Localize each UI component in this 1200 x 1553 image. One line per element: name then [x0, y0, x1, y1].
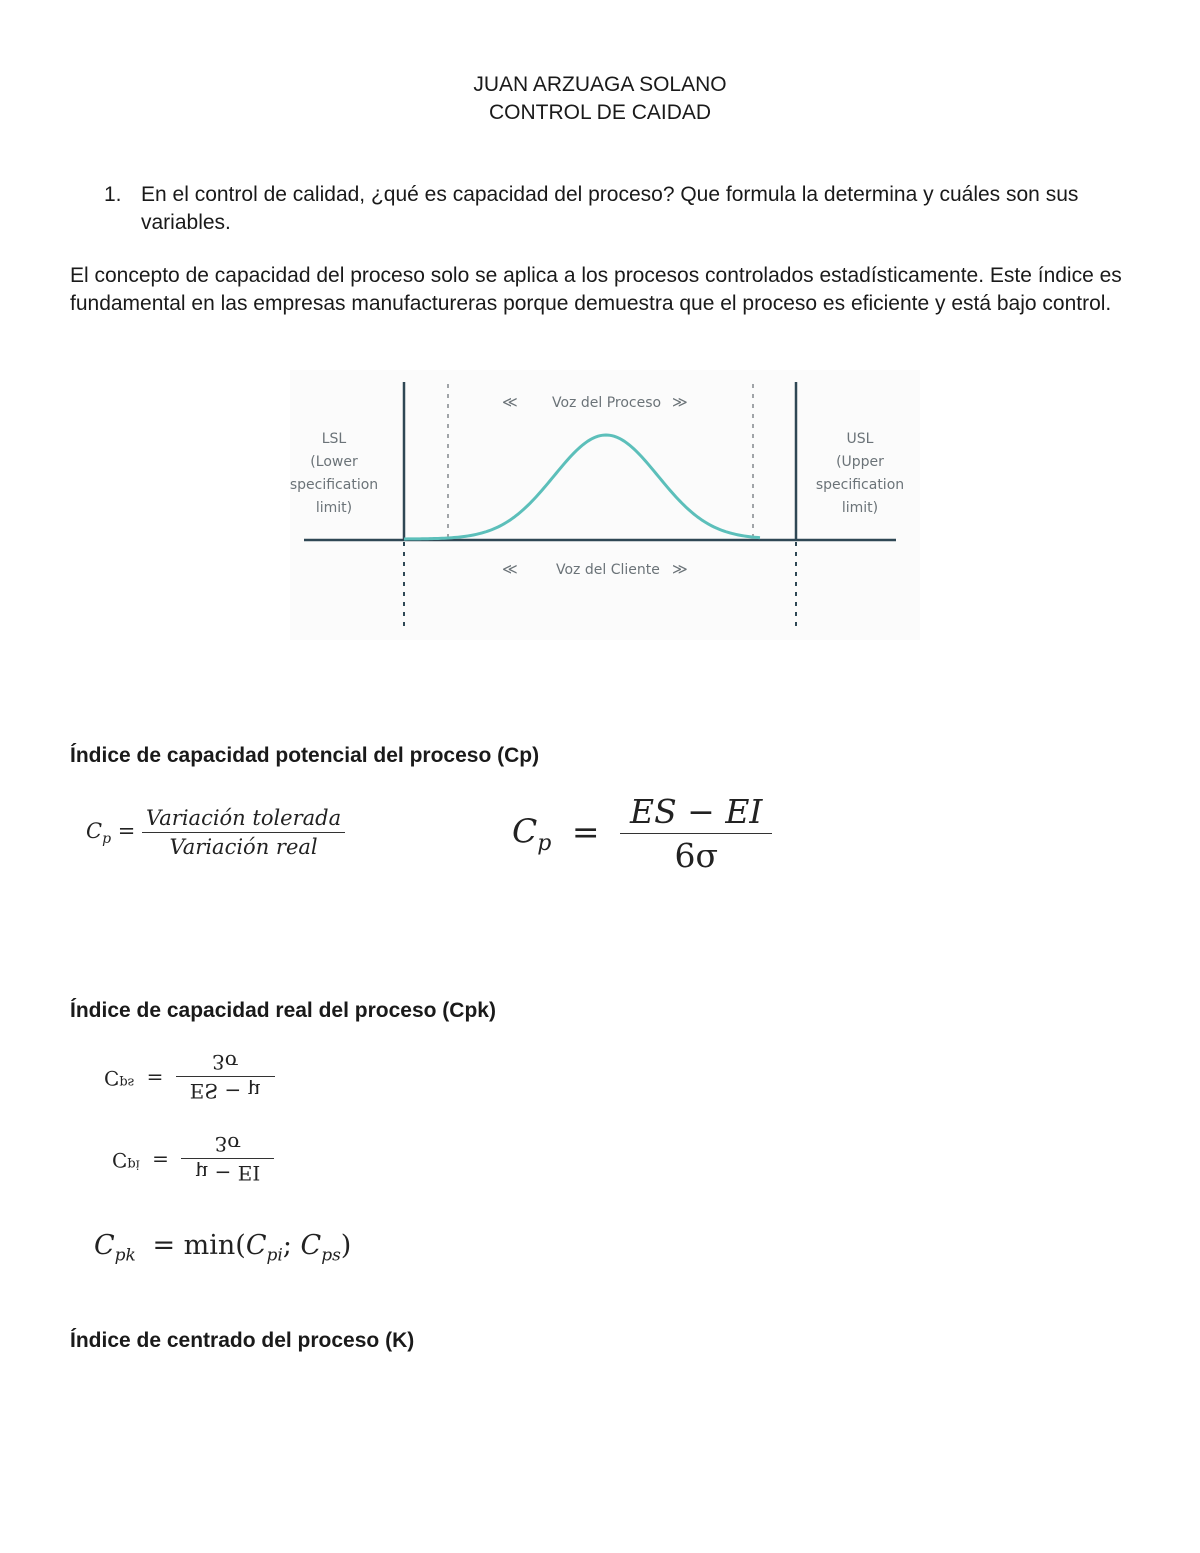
cpk-sub: pk — [114, 1245, 136, 1266]
cps-denominator: 3σ — [176, 1050, 275, 1077]
cpi-sub: pi — [127, 1156, 140, 1172]
cps-numerator: ES − μ — [189, 1079, 261, 1103]
voz-proceso-left-arrow: ≪ — [502, 393, 518, 411]
cp-symbols-eq: = — [571, 811, 600, 851]
cp-symbols-lhs: C — [512, 811, 538, 851]
cpi-lhs: C — [112, 1148, 128, 1172]
usl-abbrev: USL — [846, 431, 874, 447]
lsl-line2: (Lower — [310, 454, 358, 470]
cpk-heading: Índice de capacidad real del proceso (Cpk) — [70, 999, 496, 1022]
cpk-b: C — [300, 1230, 322, 1261]
cpk-close: ) — [340, 1230, 352, 1261]
cpk-lhs: C — [94, 1230, 115, 1261]
cp-symbols-formula — [512, 792, 772, 875]
cpi-eq: = — [152, 1148, 169, 1172]
cp-words-eq: = — [117, 819, 136, 843]
cps-eq: = — [146, 1066, 164, 1090]
cpk-formula — [94, 1230, 351, 1265]
cps-lhs: C — [104, 1066, 120, 1090]
cp-symbols-sub: p — [537, 831, 552, 857]
cpk-a: C — [245, 1230, 267, 1261]
cp-words-sub: p — [102, 831, 112, 848]
cp-heading: Índice de capacidad potencial del proceso (Cp) — [70, 744, 540, 767]
intro-paragraph: El concepto de capacidad del proceso solo se aplica a los procesos controlados estadísticamente. Este índice es fundamental en las empresas manufactureras porque demuestra que el proceso es eficiente y está bajo control. — [70, 264, 1122, 315]
usl-line2: (Upper — [836, 454, 884, 470]
cp-words-formula — [86, 806, 345, 859]
cpi-fraction — [181, 1132, 274, 1185]
cp-symbols-denominator: 6σ — [620, 833, 772, 875]
usl-line3: specification — [815, 477, 905, 493]
voz-proceso-label: Voz del Proceso — [552, 395, 662, 411]
cpk-b-sub: ps — [321, 1245, 341, 1266]
voz-proceso-right-arrow: ≫ — [672, 393, 688, 411]
lsl-line4: limit) — [315, 500, 353, 516]
cpi-denominator: 3σ — [181, 1132, 274, 1159]
cp-words-fraction — [142, 806, 345, 859]
voz-cliente-left-arrow: ≪ — [502, 560, 518, 578]
voz-cliente-label: Voz del Cliente — [556, 562, 660, 578]
cpi-numerator: μ − EI — [195, 1161, 261, 1185]
lsl-abbrev: LSL — [321, 431, 347, 447]
process-capability-diagram — [290, 370, 920, 640]
cpk-sep: ; — [282, 1230, 301, 1261]
cps-fraction — [176, 1050, 275, 1103]
cp-words-numerator: Variación tolerada — [146, 806, 342, 830]
usl-line4: limit) — [841, 500, 879, 516]
cpk-rhs: = min( — [152, 1230, 246, 1261]
cp-symbols-fraction — [620, 792, 772, 875]
question-text: En el control de calidad, ¿qué es capacidad del proceso? Que formula la determina y cuáles son sus variables. — [141, 183, 1079, 234]
voz-cliente-right-arrow: ≫ — [672, 560, 688, 578]
cp-words-lhs: C — [86, 819, 103, 843]
cp-symbols-numerator: ES − EI — [630, 792, 763, 831]
question-number: 1. — [104, 183, 122, 206]
cpk-a-sub: pi — [266, 1245, 283, 1266]
document-subject: CONTROL DE CAIDAD — [488, 101, 712, 124]
cps-sub: ps — [119, 1074, 135, 1090]
k-heading: Índice de centrado del proceso (K) — [70, 1329, 415, 1352]
cpi-formula-mirrored — [112, 1132, 274, 1185]
cp-words-denominator: Variación real — [142, 832, 345, 859]
cps-formula-mirrored — [104, 1050, 275, 1103]
lsl-line3: specification — [290, 477, 379, 493]
author-name: JUAN ARZUAGA SOLANO — [473, 73, 727, 96]
